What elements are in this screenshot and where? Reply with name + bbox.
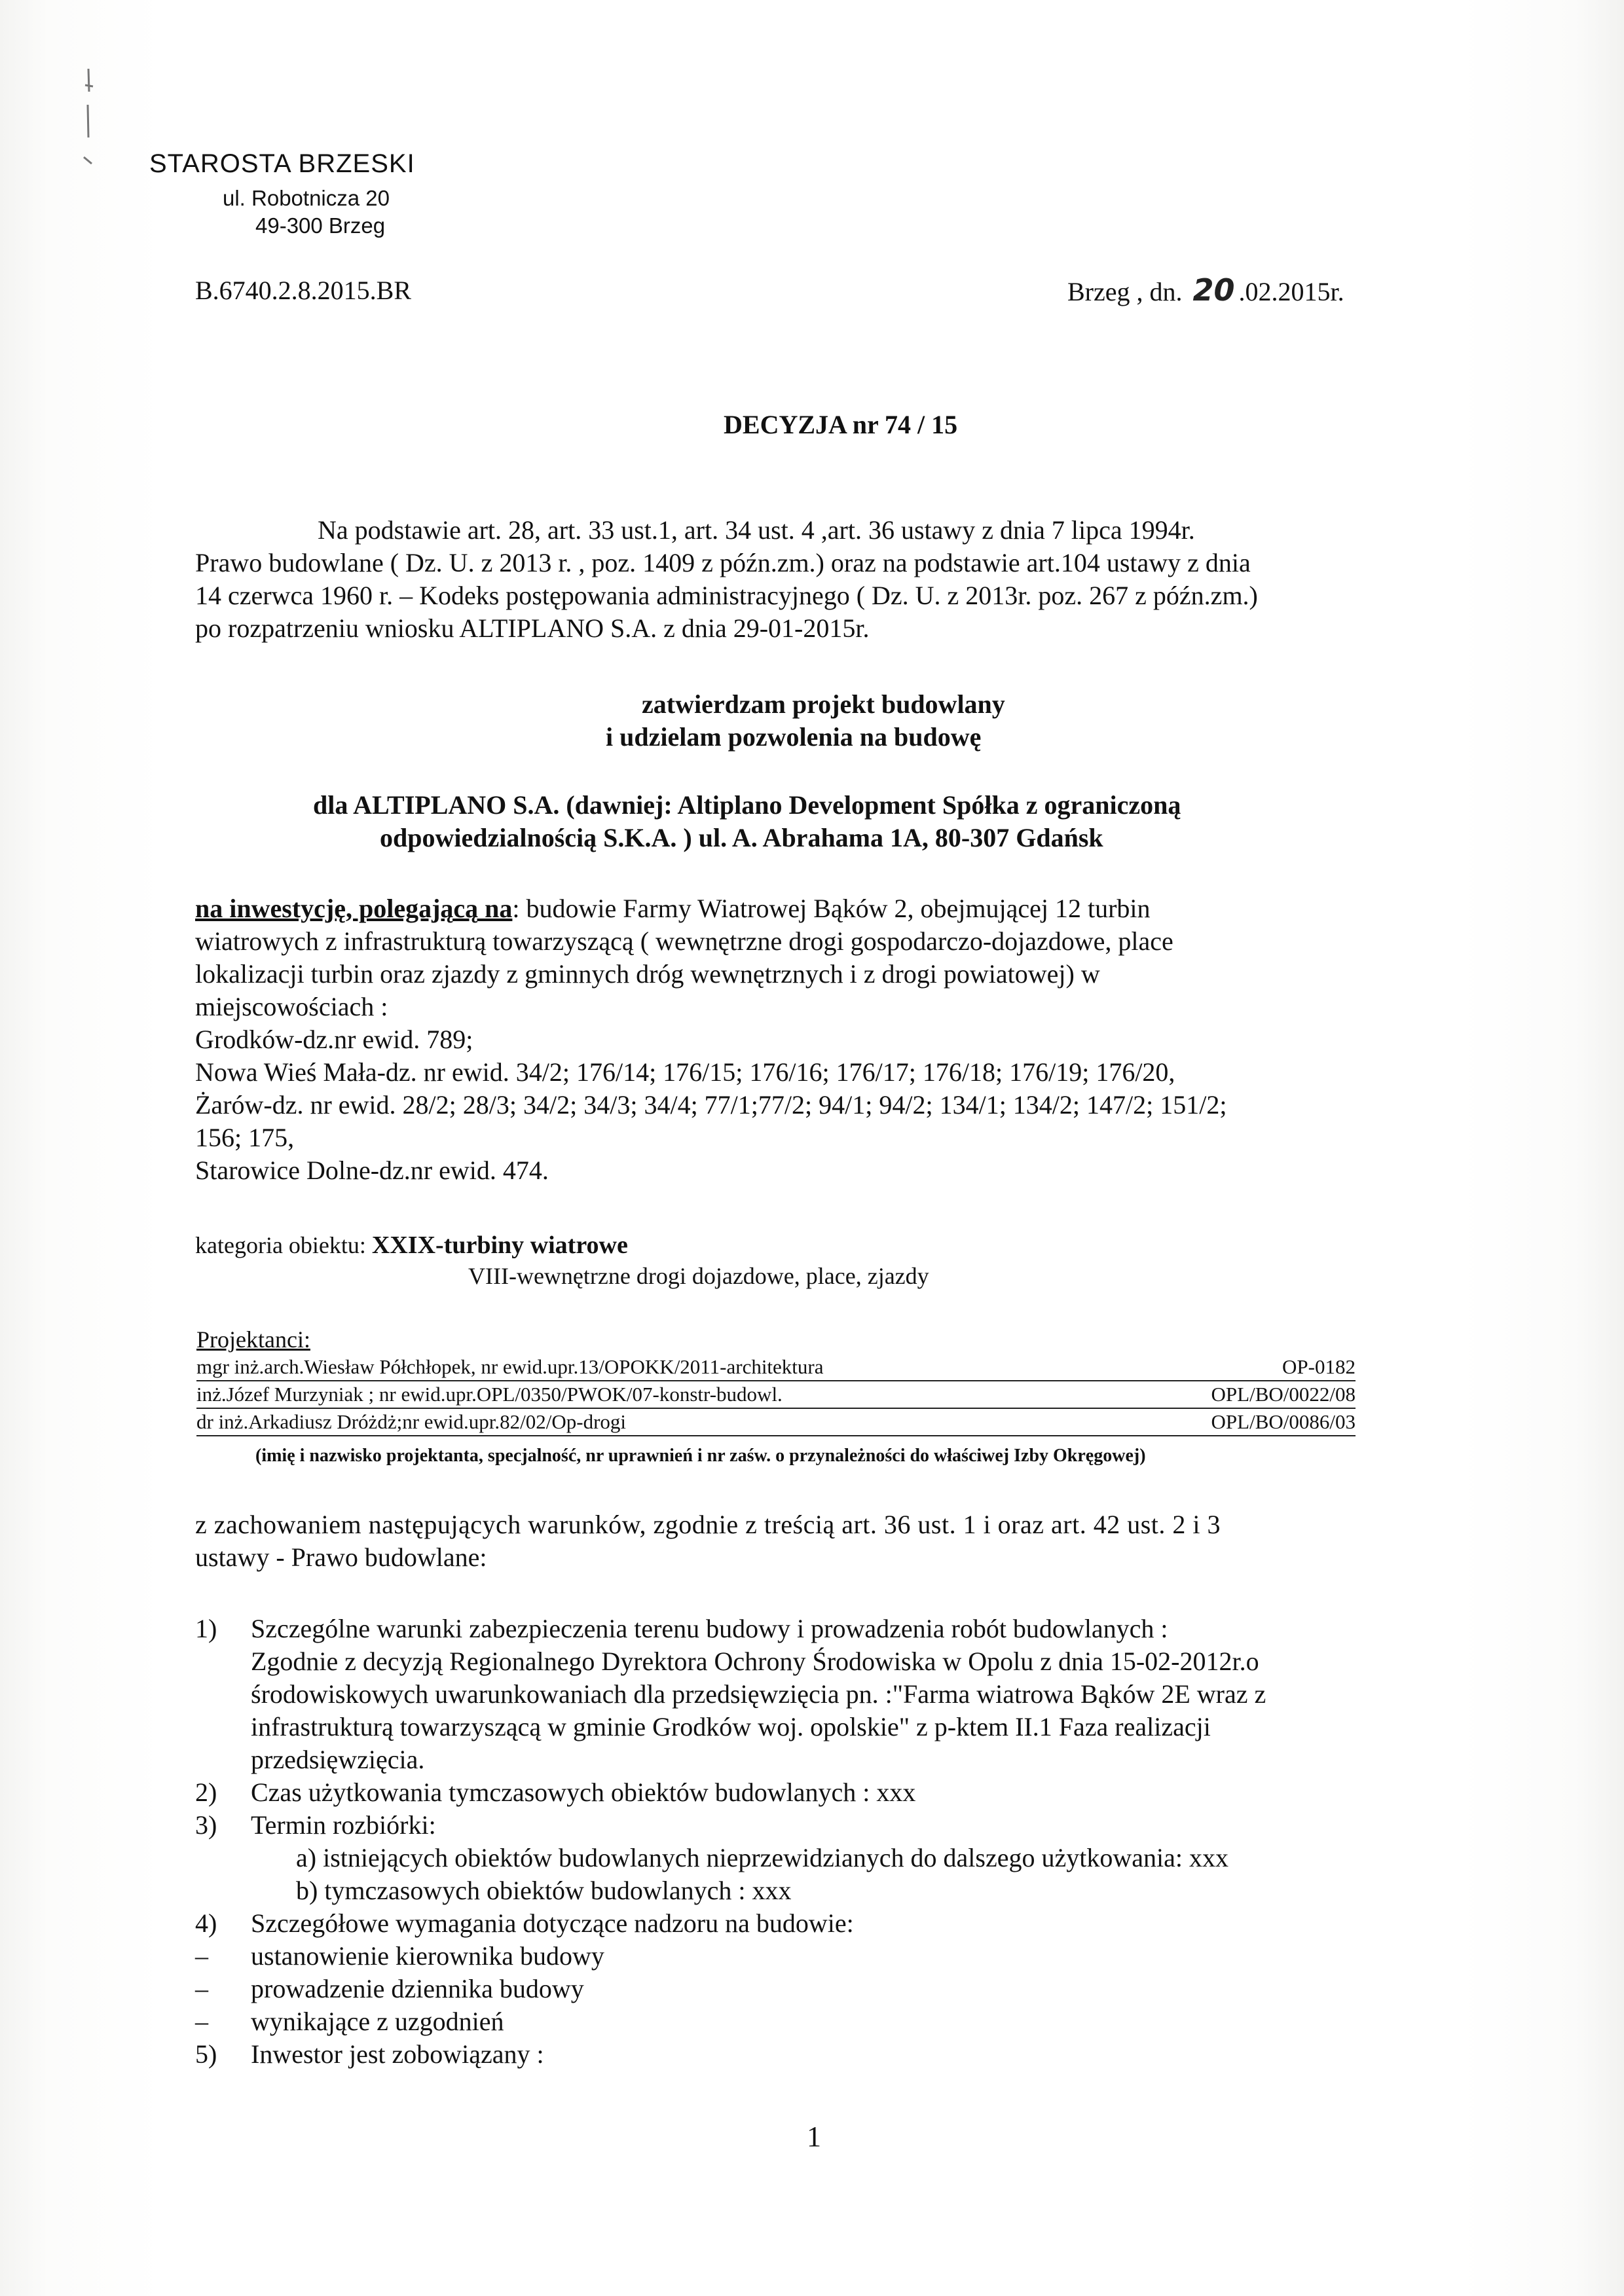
designer-row-1	[196, 1355, 1356, 1381]
investment-line-7: Żarów-dz. nr ewid. 28/2; 28/3; 34/2; 34/3; 34/4; 77/1;77/2; 94/1; 94/2; 134/1; 134/2; 147/2; 151/2;	[195, 1090, 1227, 1120]
investment-label: na inwestycję, polegającą na	[195, 894, 513, 923]
investment-line-8: 156; 175,	[195, 1123, 295, 1152]
condition-3-text: Termin rozbiórki:	[251, 1810, 436, 1840]
category-label: kategoria obiektu:	[195, 1232, 372, 1258]
condition-4-dash-2: –	[195, 1974, 208, 2003]
category-value-1: XXIX-turbiny wiatrowe	[371, 1231, 628, 1259]
investment-line-9: Starowice Dolne-dz.nr ewid. 474.	[195, 1156, 549, 1185]
designer-1-name: mgr inż.arch.Wiesław Półchłopek, nr ewid.upr.13/OPOKK/2011-architektura	[196, 1355, 824, 1378]
condition-1-number: 1)	[195, 1614, 217, 1643]
investment-line-3: lokalizacji turbin oraz zjazdy z gminnych dróg wewnętrznych i z drogi powiatowej) w	[195, 959, 1100, 989]
office-name: STAROSTA BRZESKI	[149, 149, 415, 178]
legal-basis-line-1: Na podstawie art. 28, art. 33 ust.1, art. 34 ust. 4 ,art. 36 ustawy z dnia 7 lipca 1994r.	[318, 515, 1195, 545]
object-category	[195, 1231, 628, 1260]
designer-row-3	[196, 1410, 1356, 1436]
recipient-line-2: odpowiedzialnością S.K.A. ) ul. A. Abrahama 1A, 80-307 Gdańsk	[380, 823, 1103, 852]
conditions-intro-line-2: ustawy - Prawo budowlane:	[195, 1542, 487, 1572]
investment-line-6: Nowa Wieś Mała-dz. nr ewid. 34/2; 176/14; 176/15; 176/16; 176/17; 176/18; 176/19; 176/20,	[195, 1057, 1175, 1087]
condition-4-text: Szczegółowe wymagania dotyczące nadzoru na budowie:	[251, 1908, 854, 1938]
condition-1-line-4: infrastrukturą towarzyszącą w gminie Grodków woj. opolskie" z p-ktem II.1 Faza realizacji	[251, 1712, 1211, 1741]
investment-line-5: Grodków-dz.nr ewid. 789;	[195, 1025, 473, 1054]
designer-2-code: OPL/BO/0022/08	[1211, 1383, 1356, 1406]
condition-4-number: 4)	[195, 1908, 217, 1938]
condition-1-line-5: przedsięwzięcia.	[251, 1745, 425, 1774]
legal-basis-line-3: 14 czerwca 1960 r. – Kodeks postępowania administracyjnego ( Dz. U. z 2013r. poz. 267 z późn.zm.)	[195, 581, 1258, 610]
designer-3-name: dr inż.Arkadiusz Dróżdż;nr ewid.upr.82/02/Op-drogi	[196, 1410, 627, 1433]
condition-1-line-1: Szczególne warunki zabezpieczenia terenu budowy i prowadzenia robót budowlanych :	[251, 1614, 1168, 1643]
date-day-handwritten: 20	[1192, 272, 1235, 308]
issue-date	[1067, 272, 1344, 308]
condition-4-dash-3: –	[195, 2007, 208, 2036]
condition-5-number: 5)	[195, 2039, 217, 2069]
condition-4-item-3: wynikające z uzgodnień	[251, 2007, 504, 2036]
page-number: 1	[807, 2121, 821, 2153]
condition-2-number: 2)	[195, 1777, 217, 1807]
office-street: ul. Robotnicza 20	[223, 186, 390, 210]
scan-mark-graphic	[79, 65, 98, 170]
condition-1-line-2: Zgodnie z decyzją Regionalnego Dyrektora Ochrony Środowiska w Opolu z dnia 15-02-2012r.o	[251, 1647, 1259, 1676]
date-suffix: .02.2015r.	[1238, 277, 1344, 306]
investment-line-4: miejscowościach :	[195, 992, 388, 1021]
legal-basis-line-2: Prawo budowlane ( Dz. U. z 2013 r. , poz. 1409 z późn.zm.) oraz na podstawie art.104 ustawy z dnia	[195, 548, 1251, 577]
condition-4-item-2: prowadzenie dziennika budowy	[251, 1974, 584, 2003]
investment-line-1	[195, 893, 1151, 924]
decision-line-1: zatwierdzam projekt budowlany	[642, 689, 1005, 719]
investment-first-line-rest: : budowie Farmy Wiatrowej Bąków 2, obejmującej 12 turbin	[512, 894, 1151, 923]
condition-3a-text: a) istniejących obiektów budowlanych nieprzewidzianych do dalszego użytkowania: xxx	[296, 1843, 1228, 1872]
category-value-2: VIII-wewnętrzne drogi dojazdowe, place, zjazdy	[468, 1263, 929, 1289]
designers-caption: (imię i nazwisko projektanta, specjalność, nr uprawnień i nr zaśw. o przynależności do właściwej Izby Okręgowej)	[255, 1446, 1146, 1466]
designer-3-code: OPL/BO/0086/03	[1211, 1410, 1356, 1433]
decision-line-2: i udzielam pozwolenia na budowę	[606, 722, 982, 752]
condition-3-number: 3)	[195, 1810, 217, 1840]
condition-3b-text: b) tymczasowych obiektów budowlanych : xxx	[296, 1876, 792, 1905]
condition-1-line-3: środowiskowych uwarunkowaniach dla przedsięwzięcia pn. :"Farma wiatrowa Bąków 2E wraz z	[251, 1679, 1266, 1709]
conditions-intro-line-1: z zachowaniem następujących warunków, zgodnie z treścią art. 36 ust. 1 i oraz art. 42 ust. 2 i 3	[195, 1510, 1221, 1539]
legal-basis-line-4: po rozpatrzeniu wniosku ALTIPLANO S.A. z dnia 29-01-2015r.	[195, 613, 870, 643]
condition-4-dash-1: –	[195, 1941, 208, 1971]
investment-line-2: wiatrowych z infrastrukturą towarzyszącą ( wewnętrzne drogi gospodarczo-dojazdowe, place	[195, 926, 1173, 956]
recipient-line-1: dla ALTIPLANO S.A. (dawniej: Altiplano Development Spółka z ograniczoną	[313, 790, 1181, 820]
designer-1-code: OP-0182	[1282, 1355, 1356, 1378]
condition-5-text: Inwestor jest zobowiązany :	[251, 2039, 544, 2069]
condition-2-text: Czas użytkowania tymczasowych obiektów budowlanych : xxx	[251, 1777, 916, 1807]
condition-4-item-1: ustanowienie kierownika budowy	[251, 1941, 604, 1971]
office-postal: 49-300 Brzeg	[255, 213, 386, 238]
date-prefix: Brzeg , dn.	[1067, 277, 1183, 306]
designers-heading: Projektanci:	[196, 1326, 310, 1353]
designer-2-name: inż.Józef Murzyniak ; nr ewid.upr.OPL/0350/PWOK/07-konstr-budowl.	[196, 1383, 783, 1406]
reference-number: B.6740.2.8.2015.BR	[195, 276, 412, 305]
decision-title: DECYZJA nr 74 / 15	[724, 410, 958, 439]
designer-row-2	[196, 1383, 1356, 1409]
